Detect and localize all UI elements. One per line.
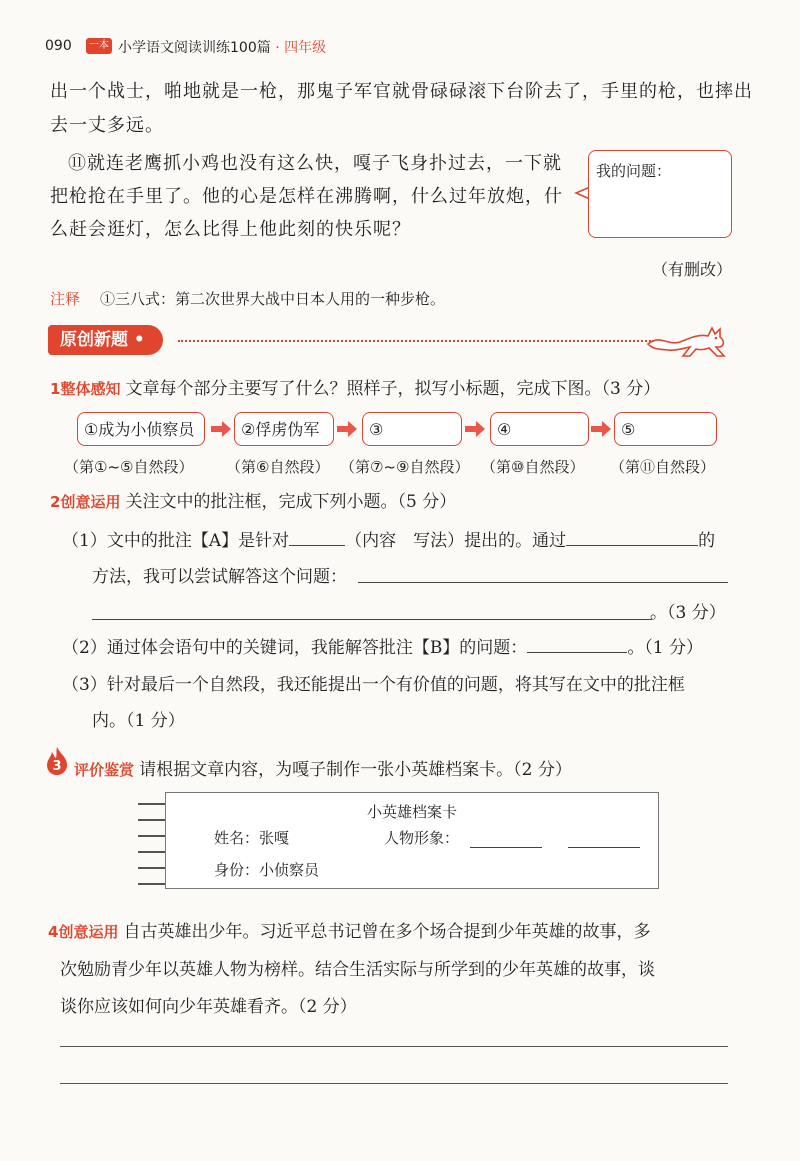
flow-caption: （第⑥自然段） (226, 458, 330, 476)
title-separator: · (275, 40, 280, 56)
q2-text: 。（1 分） (627, 638, 704, 658)
q2-sub3-line1: （3）针对最后一个自然段，我还能提出一个有价值的问题，将其写在文中的批注框 (62, 675, 685, 695)
book-title-text: 小学语文阅读训练100篇 (118, 40, 271, 56)
flow-caption: （第⑪自然段） (610, 458, 716, 476)
answer-line[interactable] (60, 1046, 728, 1047)
question-2-header (50, 487, 456, 512)
arrow-right-icon (337, 420, 357, 438)
flow-step-2: ②俘虏伪军 (234, 412, 334, 446)
answer-blank[interactable] (289, 545, 345, 546)
q2-text: （1）文中的批注【A】是针对 (62, 531, 290, 551)
question-text: 请根据文章内容，为嘎子制作一张小英雄档案卡。（2 分） (139, 760, 572, 780)
bullet-dot-icon: • (133, 330, 145, 350)
card-identity: 身份：小侦察员 (214, 861, 320, 879)
arrow-right-icon (465, 420, 485, 438)
q2-text: （2）通过体会语句中的关键词，我能解答批注【B】的问题： (62, 638, 528, 658)
publisher-logo: 一本 (86, 38, 112, 54)
grade-label: 四年级 (284, 40, 327, 56)
card-title: 小英雄档案卡 (366, 803, 457, 821)
answer-line[interactable] (60, 1083, 728, 1084)
question-text: 次勉励青少年以英雄人物为榜样。结合生活实际与所学到的少年英雄的故事，谈 (60, 960, 655, 980)
answer-line[interactable] (470, 847, 542, 848)
q2-sub1-line1 (62, 526, 715, 551)
arrow-right-icon (591, 420, 611, 438)
question-number: 3 (52, 759, 62, 774)
flow-caption: （第⑦~⑨自然段） (340, 458, 470, 476)
q2-sub1-line2: 方法，我可以尝试解答这个问题： (92, 567, 347, 587)
q2-sub3-line2: 内。（1 分） (92, 711, 185, 731)
note-text: ①三八式：第二次世界大战中日本人用的一种步枪。 (100, 290, 446, 308)
flow-step-5[interactable]: ⑤ (614, 412, 717, 446)
annotation-box-label: 我的问题： (596, 162, 672, 180)
flow-caption: （第①~⑤自然段） (64, 458, 194, 476)
q2-text: 的 (698, 531, 716, 551)
passage-line: 去一丈多远。 (50, 115, 164, 136)
question-1-header (50, 374, 660, 399)
question-number: 2 (50, 493, 61, 511)
source-note: （有删改） (651, 260, 732, 279)
answer-blank[interactable] (566, 545, 698, 546)
question-number: 1 (50, 380, 61, 398)
question-4-header (48, 917, 651, 942)
card-name: 姓名：张嘎 (214, 829, 290, 847)
question-text: 谈你应该如何向少年英雄看齐。（2 分） (60, 997, 357, 1017)
q2-score: 。（3 分） (650, 603, 726, 623)
question-tag: 整体感知 (60, 380, 121, 398)
question-tag: 创意运用 (60, 493, 121, 511)
q2-text: （内容 写法）提出的。通过 (345, 531, 567, 551)
question-tag: 评价鉴赏 (74, 761, 135, 779)
answer-line[interactable] (92, 619, 652, 620)
q2-sub2 (62, 633, 703, 658)
flow-step-1: ①成为小侦察员 (77, 412, 205, 446)
question-number: 4 (48, 923, 59, 941)
answer-line[interactable] (358, 582, 728, 583)
flow-step-4[interactable]: ④ (490, 412, 589, 446)
answer-blank[interactable] (527, 652, 627, 653)
card-image-label: 人物形象： (384, 829, 460, 847)
question-text: 自古英雄出少年。习近平总书记曾在多个场合提到少年英雄的故事，多 (123, 922, 651, 942)
flow-step-3[interactable]: ③ (362, 412, 462, 446)
question-3-header (74, 755, 572, 780)
question-tag: 创意运用 (58, 923, 119, 941)
book-title (118, 37, 326, 57)
page-number: 090 (45, 38, 72, 54)
section-banner (48, 325, 163, 355)
passage-line: 把枪抢在手里了。他的心是怎样在沸腾啊，什么过年放炮，什 (50, 186, 563, 207)
question-text: 关注文中的批注框，完成下列小题。（5 分） (125, 492, 457, 512)
note-label: 注释 (50, 290, 81, 308)
passage-line: ⑪就连老鹰抓小鸡也没有这么快，嘎子飞身扑过去，一下就 (68, 153, 562, 174)
passage-line: 出一个战士，啪地就是一枪，那鬼子军官就骨碌碌滚下台阶去了，手里的枪，也摔出 (50, 81, 753, 102)
hero-profile-card (165, 792, 659, 889)
running-cat-icon (646, 320, 730, 360)
passage-line: 么赶会逛灯，怎么比得上他此刻的快乐呢？ (50, 219, 411, 240)
flow-caption: （第⑩自然段） (481, 458, 585, 476)
section-title: 原创新题 (60, 330, 128, 350)
arrow-right-icon (211, 420, 231, 438)
answer-line[interactable] (568, 847, 640, 848)
question-text: 文章每个部分主要写了什么？照样子，拟写小标题，完成下图。（3 分） (125, 379, 661, 399)
banner-dotted-line (178, 340, 654, 342)
flame-icon (44, 746, 70, 776)
